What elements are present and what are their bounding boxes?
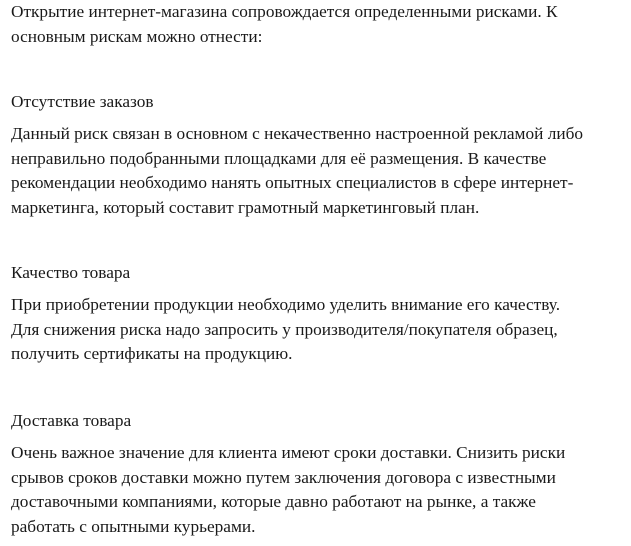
paragraph-line: Данный риск связан в основном с некачественно настроенной рекламой либо bbox=[11, 124, 584, 143]
paragraph-line: неправильно подобранными площадками для её размещения. В качестве bbox=[11, 148, 547, 168]
paragraph-line: получить сертификаты на продукцию. bbox=[11, 344, 293, 363]
intro-line: Открытие интернет-магазина сопровождается определенными рисками. К bbox=[11, 2, 558, 21]
paragraph-line: маркетинга, который составит грамотный маркетинговый план. bbox=[11, 197, 480, 217]
section-paragraph-product-quality bbox=[11, 293, 631, 367]
section-heading-product-quality: Качество товара bbox=[11, 263, 131, 282]
section-paragraph-no-orders bbox=[11, 122, 631, 220]
paragraph-line: работать с опытными курьерами. bbox=[11, 516, 256, 536]
paragraph-line: Для снижения риска надо запросить у производителя/покупателя образец, bbox=[11, 319, 558, 339]
paragraph-line: доставочными компаниями, которые давно работают на рынке, а также bbox=[11, 492, 536, 511]
paragraph-line: срывов сроков доставки можно путем заключения договора с известными bbox=[11, 467, 556, 487]
section-paragraph-delivery bbox=[11, 441, 631, 539]
intro-line: основным рискам можно отнести: bbox=[11, 26, 263, 46]
paragraph-line: рекомендации необходимо нанять опытных специалистов в сфере интернет- bbox=[11, 173, 574, 192]
section-heading-delivery: Доставка товара bbox=[11, 411, 132, 430]
section-heading-no-orders: Отсутствие заказов bbox=[11, 92, 154, 111]
paragraph-line: При приобретении продукции необходимо уделить внимание его качеству. bbox=[11, 295, 561, 314]
paragraph-line: Очень важное значение для клиента имеют сроки доставки. Снизить риски bbox=[11, 443, 566, 462]
intro-paragraph bbox=[11, 0, 626, 49]
